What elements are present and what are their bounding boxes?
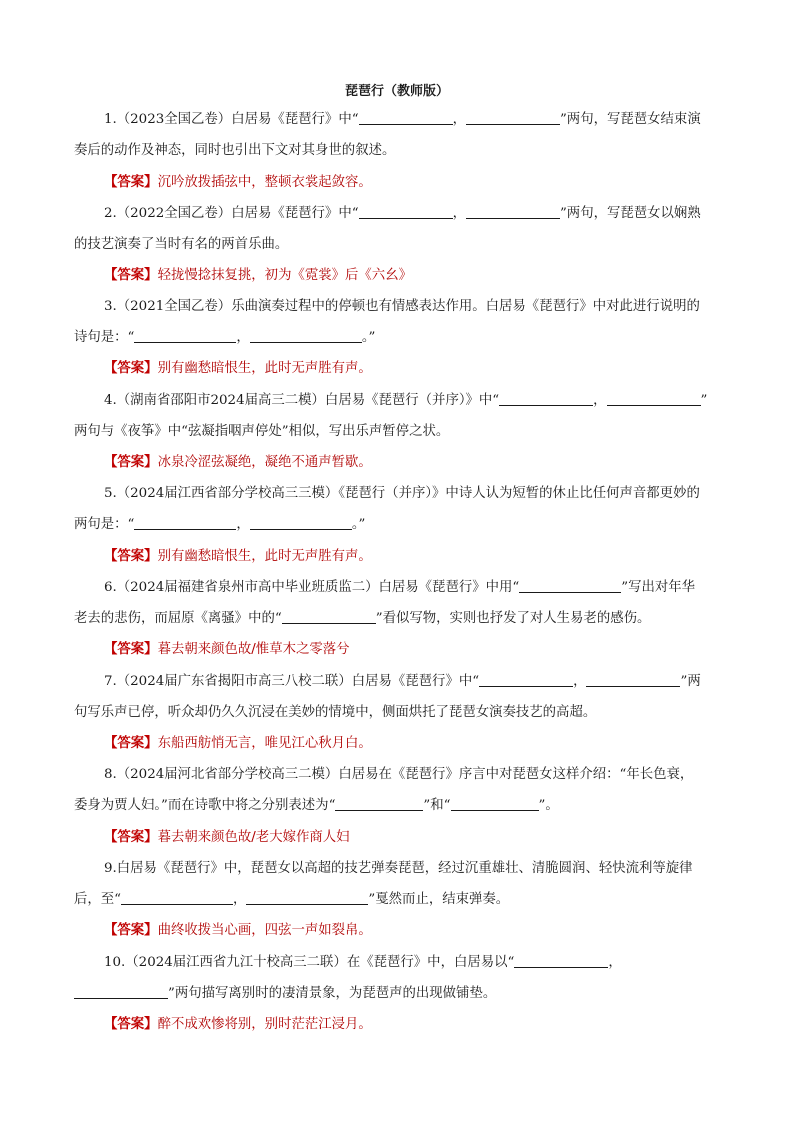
answer-10: 【答案】醉不成欢惨将别，别时茫茫江浸月。 bbox=[104, 1017, 372, 1032]
question-4-line-2: 两句与《夜筝》中“弦凝指咽声停处”相似，写出乐声暂停之状。 bbox=[74, 424, 450, 439]
answer-blank bbox=[335, 796, 423, 811]
answer-8: 【答案】暮去朝来颜色故/老大嫁作商人妇 bbox=[104, 830, 350, 845]
question-10-line-1: 10.（2024届江西省九江十校高三二联）在《琵琶行》中，白居易以“ ， bbox=[104, 955, 622, 970]
answer-blank bbox=[359, 204, 453, 219]
question-5-line-2: 两句是：“ ， 。” bbox=[74, 517, 366, 532]
answer-6: 【答案】暮去朝来颜色故/惟草木之零落兮 bbox=[104, 642, 350, 657]
answer-blank bbox=[466, 204, 560, 219]
answer-blank bbox=[514, 953, 608, 968]
answer-2: 【答案】轻拢慢捻抹复挑，初为《霓裳》后《六幺》 bbox=[104, 268, 412, 283]
question-3-line-2: 诗句是：“ ， 。” bbox=[74, 330, 376, 345]
answer-1: 【答案】沉吟放拨插弦中，整顿衣裳起敛容。 bbox=[104, 175, 372, 190]
question-8-line-2: 委身为贾人妇。”而在诗歌中将之分别表述为“ ”和“ ”。 bbox=[74, 798, 559, 813]
answer-blank bbox=[479, 672, 573, 687]
answer-9: 【答案】曲终收拨当心画，四弦一声如裂帛。 bbox=[104, 923, 372, 938]
answer-blank bbox=[586, 672, 680, 687]
answer-blank bbox=[121, 890, 233, 905]
answer-blank bbox=[246, 890, 368, 905]
page-title: 琵琶行（教师版） bbox=[344, 84, 449, 99]
question-4-line-1: 4.（湖南省邵阳市2024届高三二模）白居易《琵琶行（并序）》中“ ， ” bbox=[104, 393, 708, 408]
answer-blank bbox=[607, 391, 701, 406]
question-5-line-1: 5.（2024届江西省部分学校高三三模）《琵琶行（并序）》中诗人认为短暂的休止比任何声音都更妙的 bbox=[104, 486, 700, 501]
answer-blank bbox=[466, 110, 560, 125]
question-3-line-1: 3.（2021全国乙卷）乐曲演奏过程中的停顿也有情感表达作用。白居易《琵琶行》中对此进行说明的 bbox=[104, 299, 700, 314]
answer-5: 【答案】别有幽愁暗恨生，此时无声胜有声。 bbox=[104, 549, 372, 564]
question-1-line-2: 奏后的动作及神态，同时也引出下文对其身世的叙述。 bbox=[74, 143, 396, 158]
answer-blank bbox=[134, 328, 236, 343]
question-10-line-2: ”两句描写离别时的凄清景象，为琵琶声的出现做铺垫。 bbox=[74, 984, 722, 1004]
answer-blank bbox=[499, 391, 593, 406]
answer-blank bbox=[250, 515, 352, 530]
question-7-line-2: 句写乐声已停，听众却仍久久沉浸在美妙的情境中，侧面烘托了琵琶女演奏技艺的高超。 bbox=[74, 705, 597, 720]
question-7-line-1: 7.（2024届广东省揭阳市高三八校二联）白居易《琵琶行》中“ ， ”两 bbox=[104, 674, 701, 689]
answer-blank bbox=[519, 578, 621, 593]
answer-blank bbox=[134, 515, 236, 530]
answer-blank bbox=[451, 796, 539, 811]
answer-blank bbox=[250, 328, 362, 343]
question-6-line-1: 6.（2024届福建省泉州市高中毕业班质监二）白居易《琵琶行》中用“ ”写出对年华 bbox=[104, 580, 696, 595]
answer-4: 【答案】冰泉冷涩弦凝绝，凝绝不通声暂歇。 bbox=[104, 455, 372, 470]
answer-blank bbox=[74, 984, 168, 999]
answer-blank bbox=[282, 609, 376, 624]
question-6-line-2: 老去的悲伤，而屈原《离骚》中的“ ”看似写物，实则也抒发了对人生易老的感伤。 bbox=[74, 611, 651, 626]
question-9-line-2: 后，至“ ， ”戛然而止，结束弹奏。 bbox=[74, 892, 510, 907]
answer-7: 【答案】东船西舫悄无言，唯见江心秋月白。 bbox=[104, 736, 372, 751]
question-2-line-2: 的技艺演奏了当时有名的两首乐曲。 bbox=[74, 237, 289, 252]
question-1-line-1: 1.（2023全国乙卷）白居易《琵琶行》中“ ， ”两句，写琵琶女结束演 bbox=[104, 112, 701, 127]
answer-blank bbox=[359, 110, 453, 125]
answer-3: 【答案】别有幽愁暗恨生，此时无声胜有声。 bbox=[104, 361, 372, 376]
question-9-line-1: 9.白居易《琵琶行》中，琵琶女以高超的技艺弹奏琵琶，经过沉重雄壮、清脆圆润、轻快流利等旋律 bbox=[104, 861, 693, 876]
question-2-line-1: 2.（2022全国乙卷）白居易《琵琶行》中“ ， ”两句，写琵琶女以娴熟 bbox=[104, 206, 701, 221]
question-8-line-1: 8.（2024届河北省部分学校高三二模）白居易在《琵琶行》序言中对琵琶女这样介绍：“年长色衰， bbox=[104, 767, 694, 782]
